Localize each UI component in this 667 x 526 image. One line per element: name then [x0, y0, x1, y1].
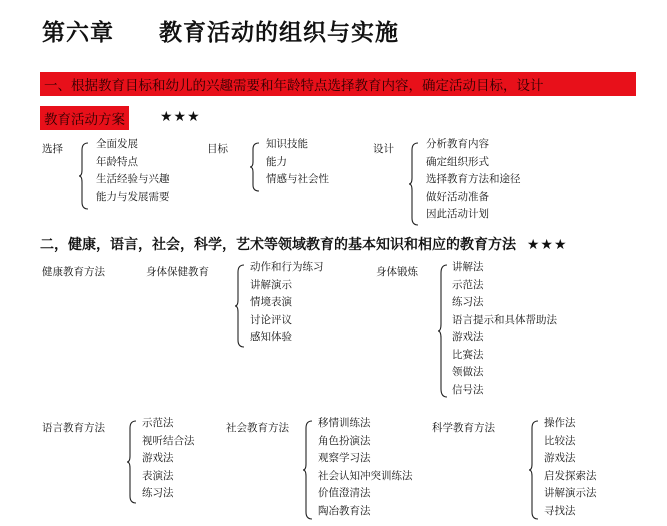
section1-heading-line2: 教育活动方案 [40, 106, 129, 130]
social-label: 社会教育方法 [226, 422, 289, 434]
list-item: 寻找法 [544, 504, 576, 517]
list-item: 角色扮演法 [318, 434, 371, 447]
list-item: 启发探索法 [544, 469, 597, 482]
list-item: 动作和行为练习 [250, 261, 324, 273]
section1-heading-line1: 一、根据教育目标和幼儿的兴趣需要和年龄特点选择教育内容，确定活动目标，设计 [40, 72, 636, 96]
list-item: 领做法 [452, 366, 484, 378]
group-label-design: 设计 [373, 143, 394, 155]
group-label-select: 选择 [42, 143, 63, 155]
list-item: 比赛法 [452, 348, 484, 361]
list-item: 社会认知冲突训练法 [318, 469, 413, 482]
list-item: 视听结合法 [142, 434, 195, 447]
group-label-goal: 目标 [207, 143, 228, 155]
brace-language [126, 420, 138, 504]
list-item: 讲解法 [452, 261, 484, 273]
list-item: 游戏法 [544, 452, 576, 464]
list-item: 示范法 [142, 417, 174, 429]
list-item: 讲解演示 [250, 278, 292, 291]
body-care-label: 身体保健教育 [146, 266, 209, 278]
list-item: 全面发展 [96, 138, 138, 150]
list-language [142, 415, 195, 503]
brace-social [302, 420, 314, 520]
section2-stars: ★★★ [526, 237, 568, 253]
list-item: 讨论评议 [250, 313, 292, 326]
list-item: 生活经验与兴趣 [96, 173, 170, 185]
list-social [318, 415, 413, 520]
list-item: 练习法 [452, 296, 484, 308]
list-item: 信号法 [452, 383, 484, 396]
brace-design [408, 142, 420, 226]
list-item: 情感与社会性 [266, 173, 329, 185]
list-exercise [452, 259, 557, 399]
list-goal [266, 136, 329, 189]
exercise-label: 身体锻炼 [376, 266, 418, 278]
list-item: 练习法 [142, 487, 174, 499]
list-item: 语言提示和具体帮助法 [452, 313, 557, 326]
brace-body-care [234, 264, 246, 348]
list-item: 情境表演 [250, 296, 292, 308]
list-item: 游戏法 [452, 331, 484, 343]
brace-science [528, 420, 540, 520]
list-item: 确定组织形式 [426, 155, 489, 168]
health-label: 健康教育方法 [42, 266, 105, 278]
list-item: 感知体验 [250, 331, 292, 343]
chapter-title [42, 14, 399, 47]
list-item: 观察学习法 [318, 452, 371, 464]
list-item: 讲解演示法 [544, 487, 597, 499]
list-item: 能力 [266, 155, 287, 168]
list-item: 表演法 [142, 469, 174, 482]
list-item: 游戏法 [142, 452, 174, 464]
chapter-name: 教育活动的组织与实施 [159, 20, 400, 46]
list-item: 移情训练法 [318, 417, 371, 429]
list-item: 价值澄清法 [318, 487, 371, 499]
list-item: 年龄特点 [96, 155, 138, 168]
section2-heading-text: 二，健康，语言，社会，科学，艺术等领域教育的基本知识和相应的教育方法 [40, 237, 516, 253]
section2-heading [40, 234, 568, 254]
list-design [426, 136, 521, 224]
list-item: 做好活动准备 [426, 190, 489, 203]
list-item: 因此活动计划 [426, 208, 489, 220]
brace-exercise [437, 264, 449, 398]
science-label: 科学教育方法 [432, 422, 495, 434]
list-item: 陶冶教育法 [318, 504, 371, 517]
list-select [96, 136, 170, 206]
list-item: 操作法 [544, 417, 576, 429]
language-label: 语言教育方法 [42, 422, 105, 434]
list-item: 选择教育方法和途径 [426, 173, 521, 185]
list-science [544, 415, 597, 520]
brace-goal [249, 142, 261, 192]
chapter-number: 第六章 [42, 20, 114, 46]
section1-stars: ★★★ [160, 109, 201, 125]
list-item: 分析教育内容 [426, 138, 489, 150]
list-item: 知识技能 [266, 138, 308, 150]
brace-select [78, 142, 90, 210]
list-body-care [250, 259, 324, 347]
list-item: 能力与发展需要 [96, 190, 170, 203]
list-item: 示范法 [452, 278, 484, 291]
list-item: 比较法 [544, 434, 576, 447]
